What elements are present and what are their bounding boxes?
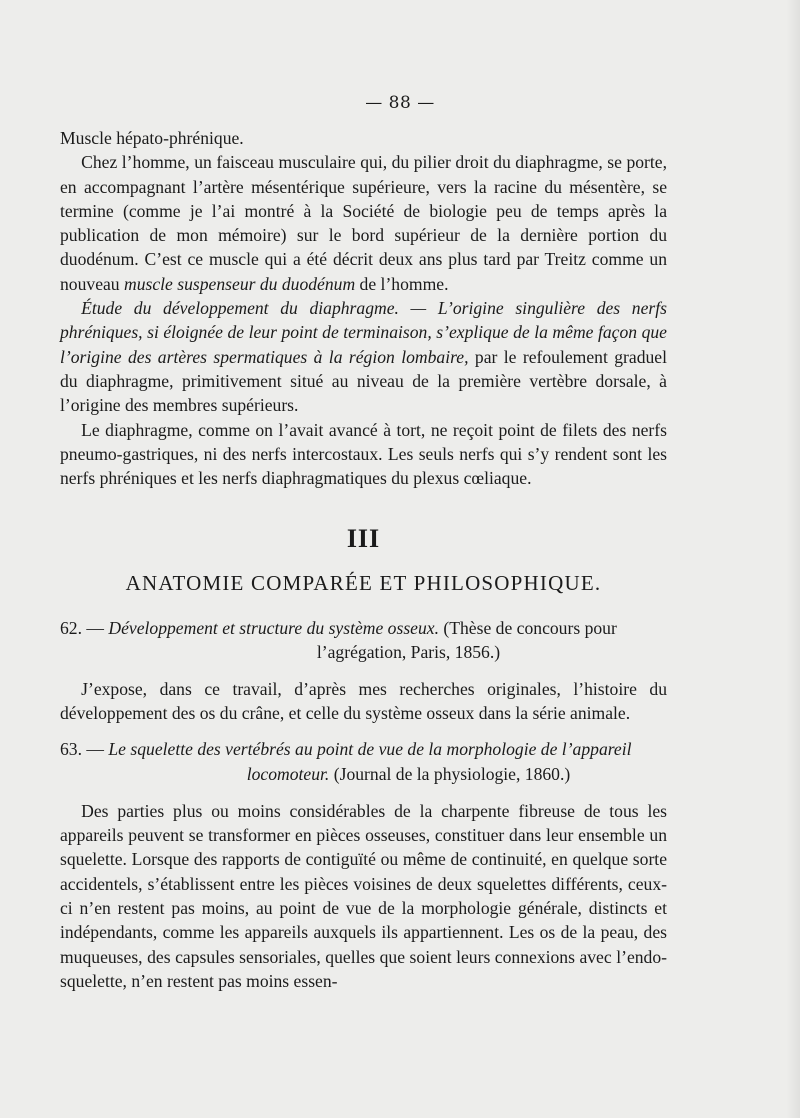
etude-italic-lead: Étude du développement du diaphragme. — L’origine singulière des nerfs phréniques, si éloignée de leur point de terminaison, s’explique de la même façon que l’origine des artères spermatiques à la région lombaire,: [60, 298, 667, 367]
entry-63-ref: (Journal de la physiologie, 1860.): [329, 763, 571, 784]
page-number: — 88 —: [365, 93, 435, 113]
page-edge-shadow: [786, 0, 800, 1118]
entry-62-number: 62. —: [60, 618, 109, 639]
paragraph-faisceau: [60, 150, 667, 296]
entry-63-text: Des parties plus ou moins considérables de la charpente fibreuse de tous les appareils peuvent se transformer en pièces osseuses, constituer dans leur ensemble un squelette. Lorsque des rapports de contiguïté ou même de continuité, en quelque sorte accidentels, s’établissent entre les pièces voisines de deux squelettes différents, ceux-ci n’en restent pas moins, au point de vue de la morphologie générale, distincts et indépendants, comme les appareils auxquels ils appartiennent. Les os de la peau, des muqueuses, des capsules sensoriales, quelles que soient leurs connexions avec l’endo-squelette, n’en restent pas moins essen-: [60, 800, 667, 991]
entry-63-number: 63. —: [60, 739, 109, 760]
paragraph-etude: [60, 296, 667, 417]
muscle-heading: Muscle hépato-phrénique.: [60, 128, 244, 148]
muscle-suspenseur-term: muscle suspenseur du duodénum: [124, 273, 356, 294]
paragraph-faisceau-end: de l’homme.: [355, 273, 449, 294]
entry-62-ref-a: (Thèse de concours pour: [439, 618, 617, 639]
entry-62-text: J’expose, dans ce travail, d’après mes recherches originales, l’histoire du développement des os du crâne, et celle du système osseux dans la série animale.: [60, 678, 667, 723]
paragraph-diaphragme: Le diaphragme, comme on l’avait avancé à tort, ne reçoit point de filets des nerfs pneumo-gastriques, ni des nerfs intercostaux. Les seuls nerfs qui s’y rendent sont les nerfs phréniques et les nerfs diaphragmatiques du plexus cœliaque.: [60, 419, 667, 489]
section-number: III: [346, 524, 381, 554]
entry-63: [60, 737, 667, 993]
entry-63-heading-cont: [60, 762, 667, 786]
entry-62-ref-b: l’agrégation, Paris, 1856.): [316, 642, 501, 663]
etude-rest: par le refoulement graduel du diaphragme, primitivement situé au niveau de la première vertèbre dorsale, à l’origine des membres supérieurs.: [60, 346, 667, 416]
entry-63-heading: [60, 737, 667, 761]
entry-62-heading: [60, 616, 667, 640]
entry-62: [60, 616, 667, 725]
entry-62-title: Développement et structure du système osseux.: [108, 618, 439, 639]
paragraph-faisceau-text: Chez l’homme, un faisceau musculaire qui, du pilier droit du diaphragme, se porte, en accompagnant l’artère mésentérique supérieure, vers la racine du mésentère, se termine (comme je l’ai montré à la Société de biologie peu de temps après la publication de mon mémoire) sur le bord supérieur de la dernière portion du duodénum. C’est ce muscle qui a été décrit deux ans plus tard par Treitz comme un nouveau: [60, 152, 667, 294]
section-title: ANATOMIE COMPARÉE ET PHILOSOPHIQUE.: [125, 570, 602, 595]
entry-63-title-b: locomoteur.: [246, 763, 330, 784]
entry-63-title-a: Le squelette des vertébrés au point de vue de la morphologie de l’appareil: [108, 739, 632, 760]
page-body: [60, 126, 667, 993]
